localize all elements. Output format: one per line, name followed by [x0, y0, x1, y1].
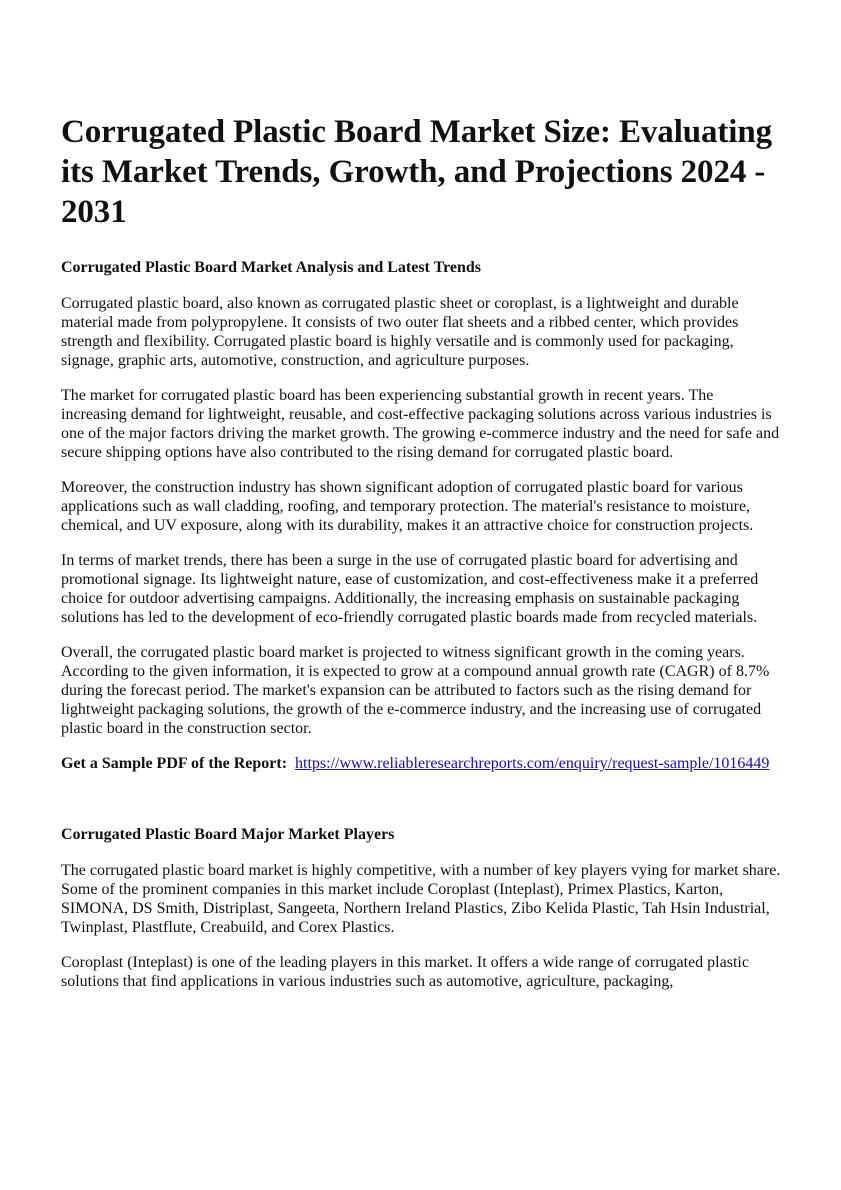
paragraph-players-2: Coroplast (Inteplast) is one of the leading players in this market. It offers a wide range of corrugated plastic solutions that find applications in various industries such as automotive, agriculture, packaging, [61, 954, 749, 990]
paragraph-analysis-3: Moreover, the construction industry has shown significant adoption of corrugated plastic board for various applications such as wall cladding, roofing, and temporary protection. The material's resistance to moisture, chemical, and UV exposure, along with its durability, makes it an attractive choice for construction projects. [61, 479, 754, 534]
paragraph-analysis-5: Overall, the corrugated plastic board market is projected to witness significant growth in the coming years. According to the given information, it is expected to grow at a compound annual growth rate (CAGR) of 8.7% during the forecast period. The market's expansion can be attributed to factors such as the rising demand for lightweight packaging solutions, the growth of the e-commerce industry, and the increasing use of corrugated plastic board in the construction sector. [61, 644, 770, 737]
sample-pdf-link[interactable]: https://www.reliableresearchreports.com/enquiry/request-sample/1016449 [295, 755, 770, 772]
sample-pdf-label: Get a Sample PDF of the Report: [61, 755, 288, 772]
paragraph-analysis-4: In terms of market trends, there has been a surge in the use of corrugated plastic board for advertising and promotional signage. Its lightweight nature, ease of customization, and cost-effectiveness make it a preferred choice for outdoor advertising campaigns. Additionally, the increasing emphasis on sustainable packaging solutions has led to the development of eco-friendly corrugated plastic boards made from recycled materials. [61, 552, 759, 626]
paragraph-analysis-2: The market for corrugated plastic board has been experiencing substantial growth in recent years. The increasing demand for lightweight, reusable, and cost-effective packaging solutions across various industries is one of the major factors driving the market growth. The growing e-commerce industry and the need for safe and secure shipping options have also contributed to the rising demand for corrugated plastic board. [61, 387, 780, 461]
document-page [61, 112, 783, 991]
page-title: Corrugated Plastic Board Market Size: Evaluating its Market Trends, Growth, and Projections 2024 - 2031 [61, 114, 773, 230]
paragraph-analysis-1: Corrugated plastic board, also known as corrugated plastic sheet or coroplast, is a lightweight and durable material made from polypropylene. It consists of two outer flat sheets and a ribbed center, which provides strength and flexibility. Corrugated plastic board is highly versatile and is commonly used for packaging, signage, graphic arts, automotive, construction, and agriculture purposes. [61, 295, 739, 369]
sample-pdf-line [61, 754, 783, 773]
paragraph-players-1: The corrugated plastic board market is highly competitive, with a number of key players vying for market share. Some of the prominent companies in this market include Coroplast (Inteplast), Primex Plastics, Karton, SIMONA, DS Smith, Distriplast, Sangeeta, Northern Ireland Plastics, Zibo Kelida Plastic, Tah Hsin Industrial, Twinplast, Plastflute, Creabuild, and Corex Plastics. [61, 862, 781, 936]
section-heading-players: Corrugated Plastic Board Major Market Players [61, 826, 395, 843]
section-heading-analysis: Corrugated Plastic Board Market Analysis and Latest Trends [61, 259, 482, 276]
